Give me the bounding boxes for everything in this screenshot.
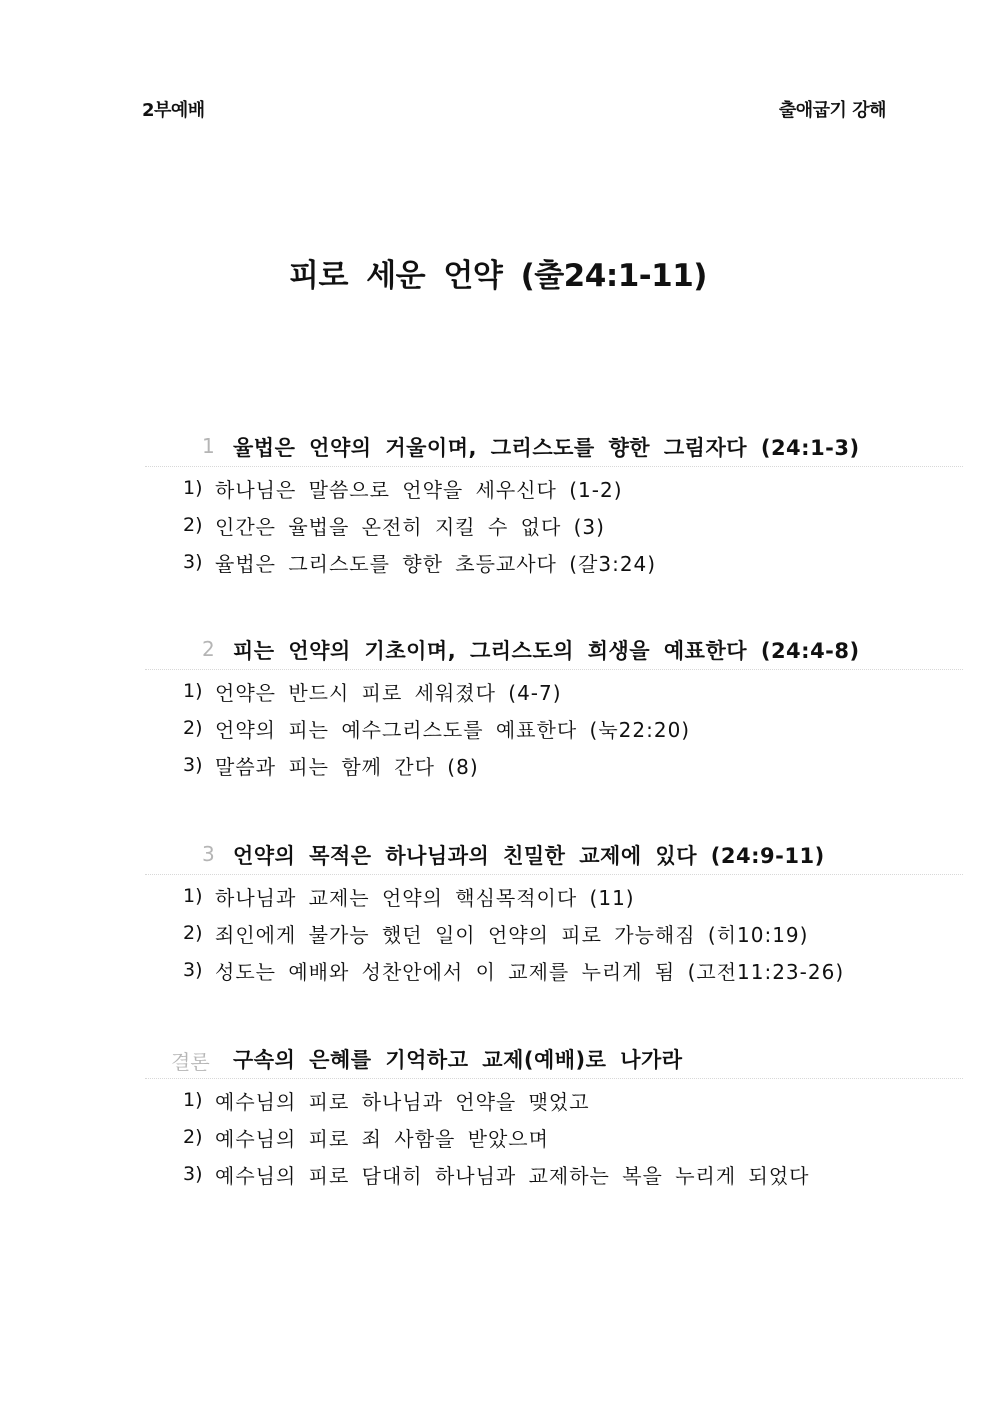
section-heading <box>145 633 963 670</box>
point-text: 하나님은 말씀으로 언약을 세우신다 (1-2) <box>215 478 623 502</box>
point-item <box>145 541 963 578</box>
point-number: 2) <box>183 717 203 739</box>
section-title: 율법은 언약의 거울이며, 그리스도를 향한 그림자다 (24:1-3) <box>233 436 860 460</box>
point-text: 언약은 반드시 피로 세워졌다 (4-7) <box>215 681 562 705</box>
point-item <box>145 707 963 744</box>
point-item <box>145 1079 963 1116</box>
section-title: 구속의 은혜를 기억하고 교제(예배)로 나가라 <box>233 1048 683 1072</box>
section-number: 2 <box>202 637 215 661</box>
point-item <box>145 670 963 707</box>
section-heading <box>145 838 963 875</box>
section-title: 피는 언약의 기초이며, 그리스도의 희생을 예표한다 (24:4-8) <box>233 639 860 663</box>
section-number: 결론 <box>171 1050 210 1074</box>
point-text: 예수님의 피로 담대히 하나님과 교제하는 복을 누리게 되었다 <box>215 1164 810 1188</box>
point-text: 성도는 예배와 성찬안에서 이 교제를 누리게 됨 (고전11:23-26) <box>215 960 845 984</box>
point-number: 2) <box>183 1126 203 1148</box>
point-number: 1) <box>183 680 203 702</box>
point-text: 언약의 피는 예수그리스도를 예표한다 (눅22:20) <box>215 718 691 742</box>
point-item <box>145 1153 963 1190</box>
point-item <box>145 504 963 541</box>
conclusion-section <box>145 1042 963 1190</box>
point-text: 예수님의 피로 죄 사함을 받았으며 <box>215 1127 549 1151</box>
point-number: 1) <box>183 477 203 499</box>
section-point-list <box>145 875 963 986</box>
section-point-list <box>145 1079 963 1190</box>
section-heading <box>145 1042 963 1079</box>
point-text: 예수님의 피로 하나님과 언약을 맺었고 <box>215 1090 590 1114</box>
section-number: 3 <box>202 842 215 866</box>
point-number: 3) <box>183 1163 203 1185</box>
series-label: 출애굽기 강해 <box>778 100 886 121</box>
point-number: 3) <box>183 754 203 776</box>
section-2 <box>145 633 963 781</box>
section-number: 1 <box>202 434 215 458</box>
point-text: 죄인에게 불가능 했던 일이 언약의 피로 가능해짐 (히10:19) <box>215 923 809 947</box>
section-title: 언약의 목적은 하나님과의 친밀한 교제에 있다 (24:9-11) <box>233 844 825 868</box>
point-number: 2) <box>183 514 203 536</box>
service-label: 2부예배 <box>142 100 205 121</box>
point-text: 하나님과 교제는 언약의 핵심목적이다 (11) <box>215 886 635 910</box>
point-item <box>145 467 963 504</box>
section-point-list <box>145 670 963 781</box>
point-item <box>145 1116 963 1153</box>
section-3 <box>145 838 963 986</box>
point-number: 2) <box>183 922 203 944</box>
point-text: 율법은 그리스도를 향한 초등교사다 (갈3:24) <box>215 552 657 576</box>
point-text: 인간은 율법을 온전히 지킬 수 없다 (3) <box>215 515 605 539</box>
point-text: 말씀과 피는 함께 간다 (8) <box>215 755 479 779</box>
section-1 <box>145 430 963 578</box>
sermon-title: 피로 세운 언약 (출24:1-11) <box>289 258 707 294</box>
point-number: 3) <box>183 959 203 981</box>
section-heading <box>145 430 963 467</box>
point-item <box>145 744 963 781</box>
section-point-list <box>145 467 963 578</box>
point-item <box>145 912 963 949</box>
point-item <box>145 949 963 986</box>
point-item <box>145 875 963 912</box>
point-number: 3) <box>183 551 203 573</box>
point-number: 1) <box>183 1089 203 1111</box>
point-number: 1) <box>183 885 203 907</box>
